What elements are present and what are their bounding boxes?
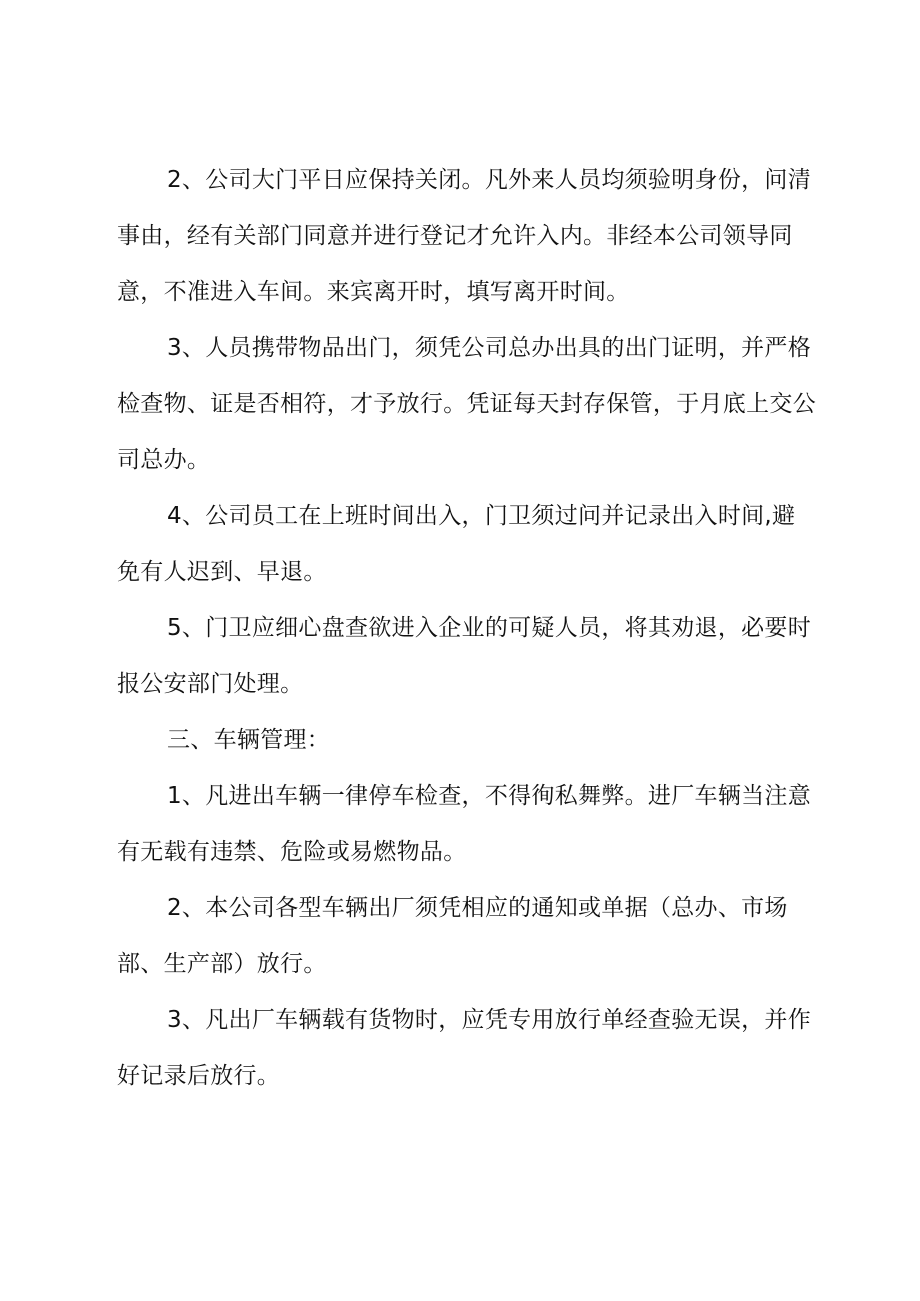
paragraph-suspicious-persons: 5、门卫应细心盘查欲进入企业的可疑人员，将其劝退，必要时报公安部门处理。 [117, 615, 812, 697]
paragraph-items-exit: 3、人员携带物品出门，须凭公司总办出具的出门证明，并严格检查物、证是否相符，才予放行。凭证每天封存保管，于月底上交公司总办。 [117, 335, 816, 473]
paragraph-vehicle-release: 2、本公司各型车辆出厂须凭相应的通知或单据（总办、市场部、生产部）放行。 [117, 895, 788, 977]
paragraph-cargo-release: 3、凡出厂车辆载有货物时，应凭专用放行单经查验无误，并作好记录后放行。 [117, 1007, 812, 1089]
paragraph-gate-closed: 2、公司大门平日应保持关闭。凡外来人员均须验明身份，问清事由，经有关部门同意并进行登记才允许入内。非经本公司领导同意，不准进入车间。来宾离开时，填写离开时间。 [117, 167, 812, 305]
document-body [117, 152, 817, 1104]
paragraph-vehicle-inspection: 1、凡进出车辆一律停车检查，不得徇私舞弊。进厂车辆当注意有无载有违禁、危险或易燃物品。 [117, 783, 812, 865]
section-heading-vehicle-management: 三、车辆管理： [167, 727, 331, 753]
paragraph-staff-entry: 4、公司员工在上班时间出入，门卫须过问并记录出入时间,避免有人迟到、早退。 [117, 503, 796, 585]
